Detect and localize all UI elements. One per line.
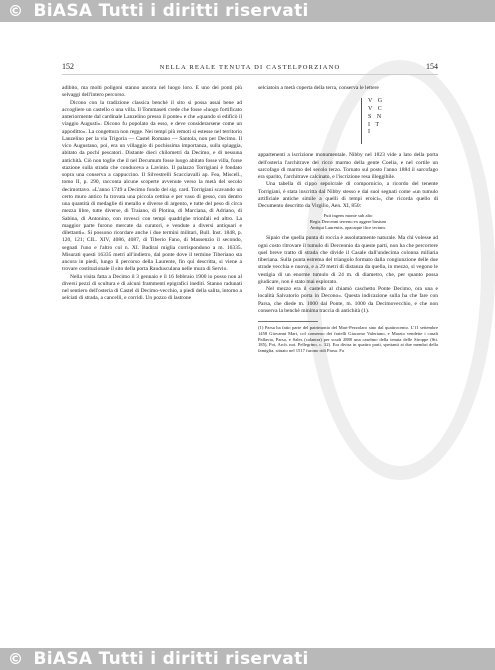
copyright-icon: © — [8, 650, 24, 668]
verse-line: Regis Dercenni terreno ex aggere bustum — [309, 219, 387, 225]
watermark-banner-top — [0, 0, 495, 22]
running-head — [62, 62, 438, 75]
verse-quote — [258, 213, 438, 231]
inscription-line: S N — [368, 113, 384, 120]
right-column — [258, 85, 438, 354]
verse-line: Fuit ingens monte sub alto — [323, 213, 373, 219]
inscription-line: I — [368, 129, 372, 136]
paragraph: Sipaio che quella punta di roccia è assolutamente naturale. Ma chi volesse ad ogni costo ritrovare il tumulo di Dercennio da queste parti, non ha che percorrere quel breve tratto di strada che divide il Casale dall'undecima colonna miliaria tiberiana. Sulla punta estrema del triangolo formato dalla congiunzione delle due strade vecchia e nuova, e a 29 metri di distanza da quella, in mezzo, si vegono le vestigia di un enorme tumulo di 24 m. di diametro, che, per quanto possa giudicare, non è stato mai esplorato. — [258, 235, 438, 285]
document-page — [62, 62, 438, 642]
inscription-line: V C — [368, 106, 384, 113]
right-page-number: 154 — [425, 62, 438, 71]
paragraph: adibito, ma molti poligoni stanno ancora nel luogo loro. E uno dei ponti più selvaggi dell'intero percorso. — [62, 85, 242, 99]
inscription-line: I T — [368, 121, 382, 128]
footnote: (1) Parsa ha fatto parte del patrimonio del Mari-Pezzolaro sino dal quattrocento. L'11 settembre 1458 Giovanni Mari, col consenso dei fratelli Giacomo Valeriano, e Marzio vendette i casali Pallavia, Parsa, e Sales (calantra) per scudi 2880 una caselmo della tenuta delle Stroppe (Stt. 185), Poi, Arch. not. Pellegrino, c. 32). Era divisa in quattro parti, spettanti ai due membri della famiglia, situato nel 1517 furono ridi Parsa. Fa — [258, 325, 438, 354]
paragraph: Una tabella di cippo sepolcrale di compornicio, a ricordo del tenente Torrigiani, è stata inscritta dal Nibby stesso e dai suoi segnati come «un tumulo artificiale antiche simile a quelli di tempi eroici», che ricorda quello di Decumento descritto da Virgilio, Aen. XI, 850: — [258, 181, 438, 209]
left-column — [62, 85, 242, 354]
paragraph: Nel mezzo era il castello al chiamò caschetto Ponte Decimo, ora una e località Salvatorio porta in Decono». Questa indicazione sulla ha che fare con Parsa, che diede m. 1000 dal Ponte, m. 1000 da Decimovecchio, e che non conserva la benchè minima traccia di antichità (1). — [258, 286, 438, 314]
watermark-text: BiASA Tutti i diritti riservati — [33, 649, 309, 669]
inscription-block — [258, 98, 438, 144]
watermark-text: BiASA Tutti i diritti riservati — [33, 1, 309, 21]
inscription-line: V G — [368, 98, 385, 105]
paragraph: selciatoin a metà coperta della terra, conserva le lettere — [258, 85, 379, 91]
watermark-banner-bottom — [0, 648, 495, 670]
running-title: NELLA REALE TENUTA DI CASTELPORZIANO — [159, 64, 341, 71]
copyright-icon: © — [8, 2, 24, 20]
footnote-divider — [258, 321, 318, 322]
paragraph: Dicono con la tradizione classica benchè il sito si possa assai bene ad accogliere un castello o una villa. Il Tommaseti crede che fosse «luogo fortificato anteriormente dal cardinale Lanzelino presso il ponte» e che «quando si edificò il viaggio Augusti». Dicono fu popolato da esso, e deve considerarsene come un appoditto». La congettura non regge. Nei tempi più remoti si estesse nel territorio Lanzelino per la via Trigoria — Castel Romano — Santola, non per Decimo. Il vico Augustano, poi, era un villaggio di pochissima importanza, sulla spiaggia, abitato da pochi pescatori. Distante dieci chilometri da Decimo, e di nessuna antichità. Ciò non toglie che il nel Decumum fosse luogo abitato fosse villa, forse stazione sulla strada che conduceva a Lavinio. Il palazzo Torrigiani è fondato sopra una conserva a cappuccino. Il Silvestrelli Scacciavalli ap. Fea, Miscell., tomo II, p. 290, racconta alcune scoperte avvenute verso la metà del secolo decimottavo. «L'anno 1749 a Decimo fondo del sig. card. Torrigiani scavando un certo muro antico fu trovata una piccola cettina e per vaso di gesso, con dentro una quantità di medaglie di metallo e diverse di argento, e tutte del peso di circa mezza libre, tutte diverse, di Traiano, di Plotina, di Marciana, di Adriano, di Sabina, di Antonino, con rovesci con tempi quadrighe trionfali ed altro. La maggior parte furono mercate da curatori, e vendute a diversi antiquari e dilettanti». Si possono ricordare anche i due termini militari, Bull. Inst. 1848, p. 120, 121; CIL. XIV, 4086, 4087, di Tiberio Fano, di Massenzio il secondo, segnati l'uno e l'altro col n. XI. Badirai miglia corrispondono a m. 16335. Misurati questi 16335 metri all'indietro, dal ponte dove il termine Tiberiano sta ancora in piedi, lungo il percorso della Laurente, fin qui descritta, si viene a trovare costituzionale il sito della porta Raudusculana nelle mura di Servio. — [62, 99, 242, 273]
text-columns — [62, 85, 438, 354]
verse-line: Antiqui Laurentis, opacaque ilice tectum. — [309, 225, 387, 231]
left-page-number: 152 — [62, 62, 74, 71]
paragraph: appartenenti a iscrizione monumentale. Nibby nel 1823 vide a lato della porta dell'osteria l'architrave del ricco marmo della gente Coelia, e nel cortile un sarcofago di marmo del secolo terzo. Tornato sul posto l'anno 1884 il sarcofago era sparito, l'architrave calcinato, e l'iscrizione resa illeggibile. — [258, 152, 438, 180]
inscription-fragment — [361, 98, 438, 144]
paragraph: Nella visita fatta a Decimo il 3 gennaio e il 16 febbraio 1900 io posso non al diversi pezzi di scultura e di alcuni frammenti epigrafici inediti. Stanno radunati nel sentiero dell'osteria di Castel di Decimo-vecchio, a piedi della salita, intorno a selciati di strada, a cancelli, e corridi. Un pozzo di lastrone — [62, 273, 242, 302]
